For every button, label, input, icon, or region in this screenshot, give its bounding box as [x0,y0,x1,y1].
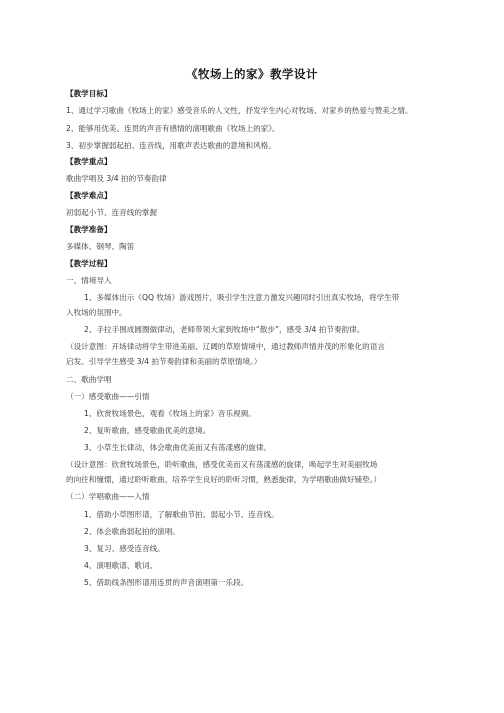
paragraph-line: 启发、引导学生感受 3/4 拍节奏韵律和美丽的草原情境。） [66,357,262,366]
paragraph-line: 1、借助小草图形谱，了解歌曲节拍、弱起小节、连音线。 [84,510,279,519]
paragraph-line: 3、初步掌握弱起拍、连音线，用歌声表达歌曲的意境和风格。 [66,141,276,150]
paragraph-line: 2、复听歌曲，感受歌曲优美的意境。 [84,426,211,435]
paragraph-line: （设计意图：开场律动将学生带进美丽、辽阔的草原情境中，通过教师声情并茂的形象化的语言 [66,342,385,351]
section-heading: 【教学重点】 [66,157,112,166]
paragraph-line: 1、通过学习歌曲《牧场上的家》感受音乐的人文性，抒发学生内心对牧场、对家乡的热爱与赞美之情。 [66,106,413,115]
section-heading: 【教学目标】 [66,89,112,98]
paragraph-line: （一）感受歌曲——引情 [66,392,150,401]
section-heading: 【教学过程】 [66,259,112,268]
paragraph-line: 1、欣赏牧场景色，观看《牧场上的家》音乐视频。 [84,409,256,418]
paragraph-line: 多媒体、钢琴、陶笛 [66,242,135,251]
paragraph-line: 2、体会歌曲弱起拍的演唱。 [84,527,180,536]
section-heading: 【教学难点】 [66,191,112,200]
paragraph-line: 歌曲学唱及 3/4 拍的节奏韵律 [66,174,167,183]
paragraph-line: 1、多媒体出示《QQ 牧场》游戏图片，吸引学生注意力激发兴趣同时引出真实牧场，将学生带 [84,293,400,302]
paragraph-line: 3、小草生长律动，体会歌曲优美而又有荡漾感的旋律。 [84,443,272,452]
paragraph-line: 入牧场的氛围中。 [66,308,127,317]
paragraph-line: （设计意图：欣赏牧场景色，聆听歌曲，感受优美而又有荡漾感的旋律，唤起学生对美丽牧场 [66,460,378,469]
paragraph-line: 3、复习、感受连音线。 [84,544,165,553]
paragraph-line: 2、手拉手围成圆圈做律动，老师带领大家到牧场中“散步”，感受 3/4 拍节奏韵律。 [84,325,365,334]
document-title: 《牧场上的家》教学设计 [186,67,318,81]
paragraph-line: 二、歌曲学唱 [66,375,112,384]
paragraph-line: 5、借助线条图形谱用连贯的声音演唱第一乐段。 [84,578,249,587]
paragraph-line: 2、能够用优美、连贯的声音有感情的演唱歌曲《牧场上的家》。 [66,124,280,133]
paragraph-line: 4、演唱歌谱、歌词。 [84,561,158,570]
paragraph-line: （二）学唱歌曲——入情 [66,492,150,501]
paragraph-line: 一、情境导入 [66,276,112,285]
section-heading: 【教学准备】 [66,225,112,234]
paragraph-line: 的向往和憧憬，通过聆听歌曲，培养学生良好的聆听习惯，熟悉旋律，为学唱歌曲做好铺垫。） [66,475,382,484]
paragraph-line: 初弱起小节、连音线的掌握 [66,208,158,217]
